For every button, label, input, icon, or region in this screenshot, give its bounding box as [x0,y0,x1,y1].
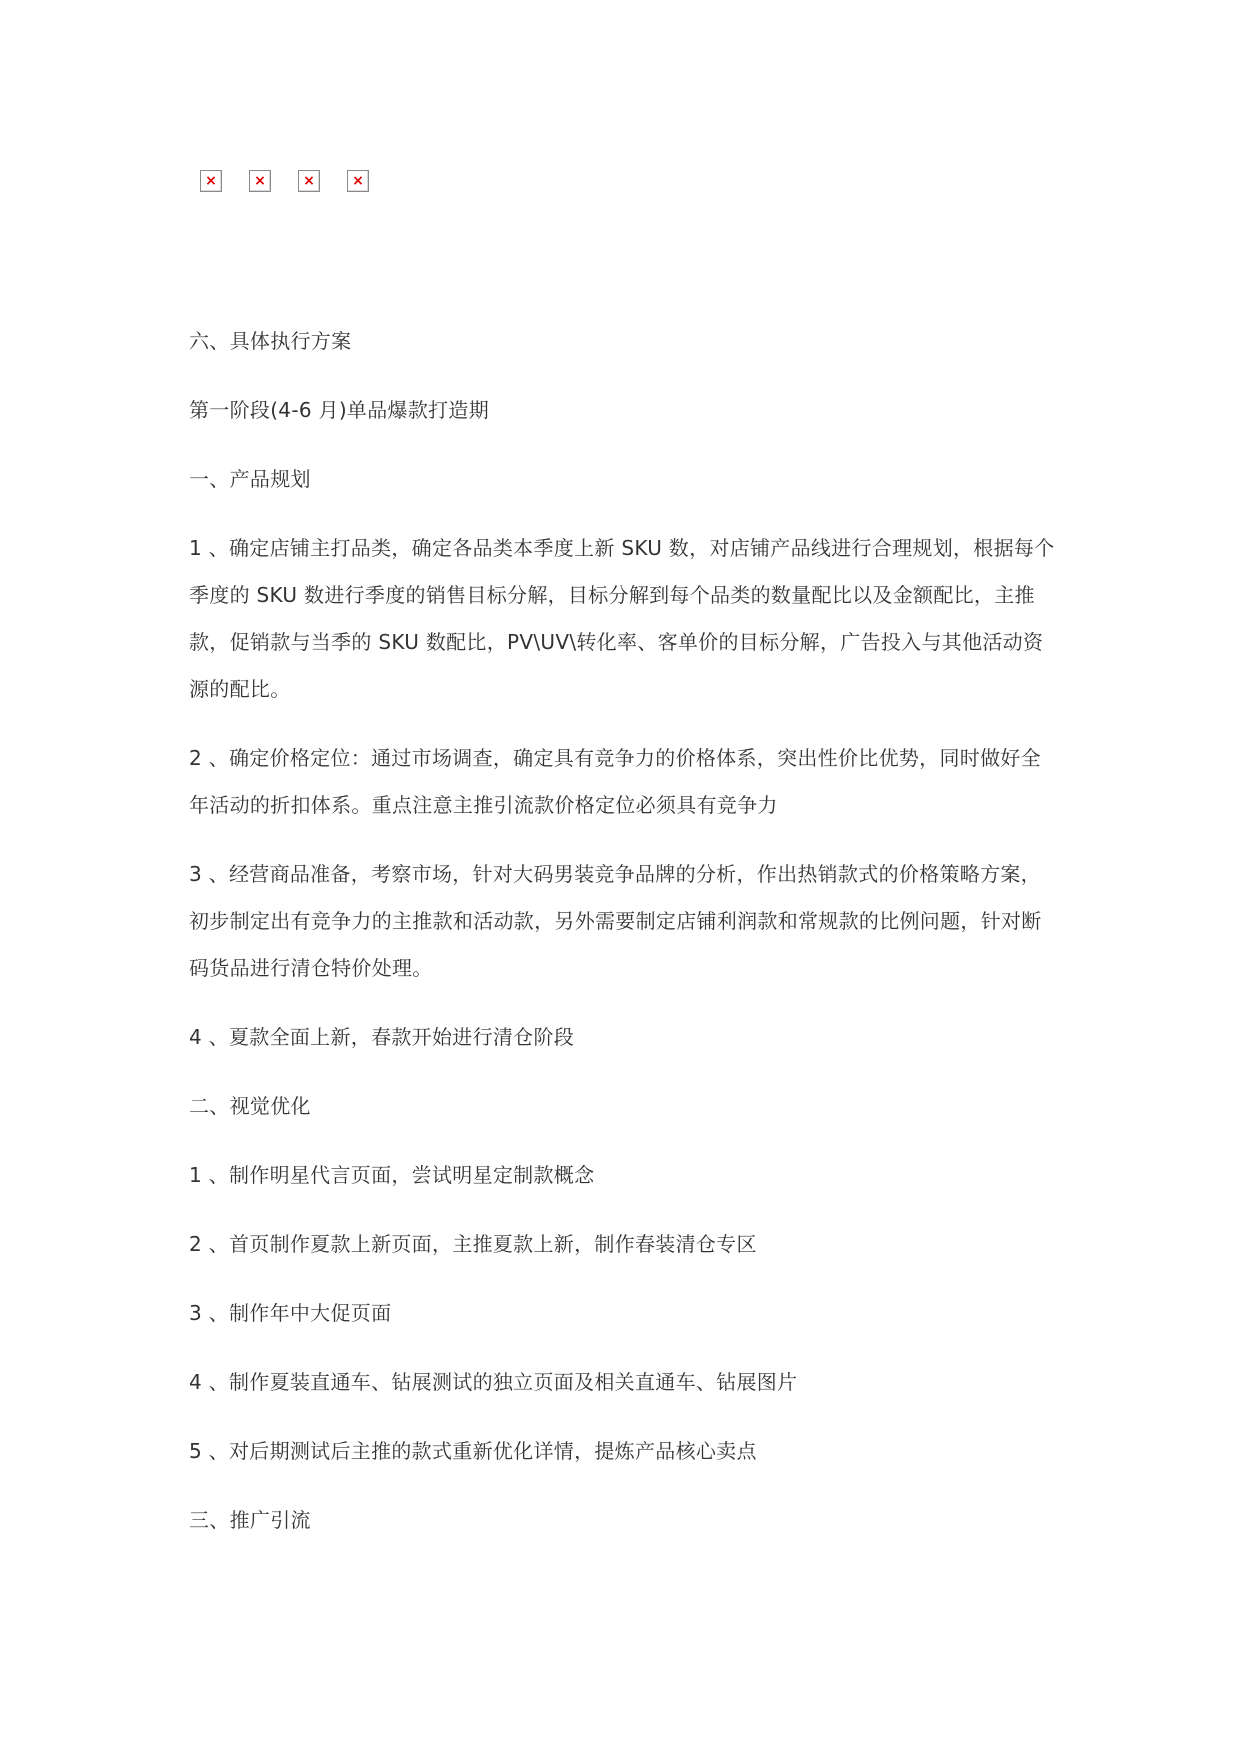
subsection-heading: 三、推广引流 [189,1508,311,1532]
paragraph: 3 、经营商品准备，考察市场，针对大码男装竞争品牌的分析，作出热销款式的价格策略方案，初步制定出有竞争力的主推款和活动款，另外需要制定店铺利润款和常规款的比例问题，针对断码货品进行清仓特价处理。 [189,862,1042,980]
list-item: 2 、首页制作夏款上新页面，主推夏款上新，制作春装清仓专区 [189,1232,757,1256]
paragraph: 4 、夏款全面上新，春款开始进行清仓阶段 [189,1025,575,1049]
list-item: 5 、对后期测试后主推的款式重新优化详情，提炼产品核心卖点 [189,1439,757,1463]
subsection-heading: 二、视觉优化 [189,1094,311,1118]
image-placeholder-row [200,170,369,192]
broken-image-icon: × [298,170,320,192]
list-item: 3 、制作年中大促页面 [189,1301,392,1325]
broken-image-icon: × [200,170,222,192]
document-body [189,318,1059,1566]
list-item: 4 、制作夏装直通车、钻展测试的独立页面及相关直通车、钻展图片 [189,1370,798,1394]
broken-image-icon: × [347,170,369,192]
section-heading: 六、具体执行方案 [189,329,352,353]
phase-heading: 第一阶段(4-6 月)单品爆款打造期 [189,398,490,422]
paragraph: 2 、确定价格定位：通过市场调查，确定具有竞争力的价格体系，突出性价比优势，同时做好全年活动的折扣体系。重点注意主推引流款价格定位必须具有竞争力 [189,746,1041,817]
paragraph: 1 、确定店铺主打品类，确定各品类本季度上新 SKU 数，对店铺产品线进行合理规划，根据每个季度的 SKU 数进行季度的销售目标分解，目标分解到每个品类的数量配比以及金额配比，主推款，促销款与当季的 SKU 数配比，PV\UV\转化率、客单价的目标分解，广告投入与其他活动资源的配比。 [189,536,1055,701]
broken-image-icon: × [249,170,271,192]
subsection-heading: 一、产品规划 [189,467,311,491]
list-item: 1 、制作明星代言页面，尝试明星定制款概念 [189,1163,595,1187]
